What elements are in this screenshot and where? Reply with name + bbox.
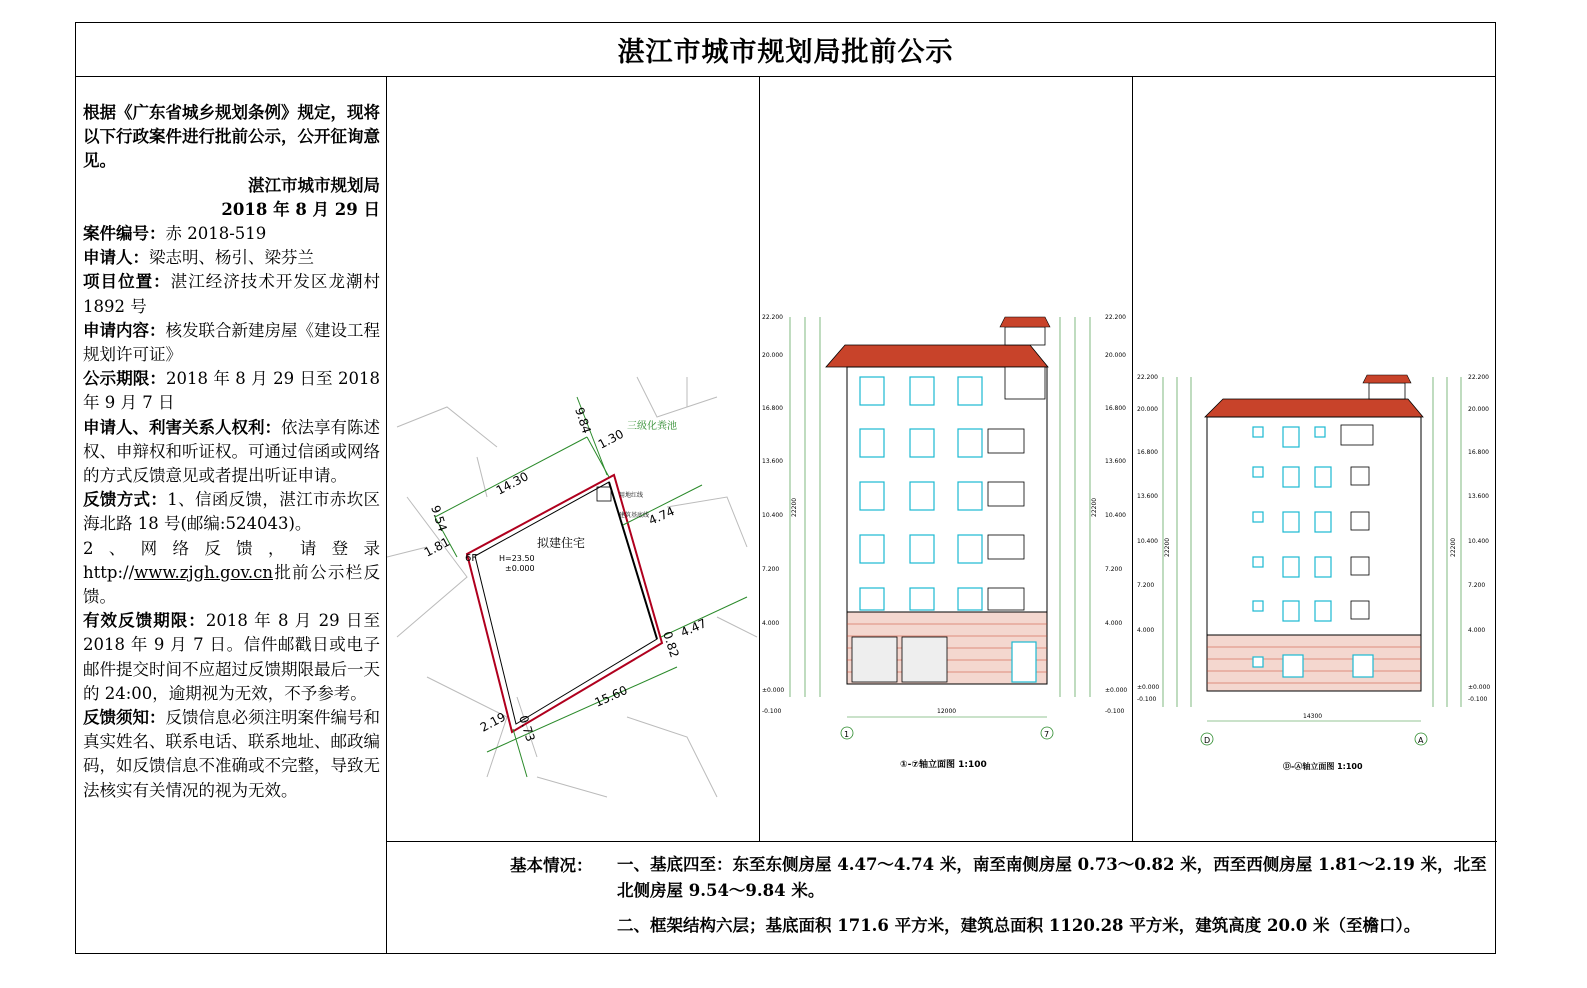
case-number-value: 赤 2018-519 bbox=[165, 224, 267, 244]
elev1-caption: ①-⑦轴立面图 1:100 bbox=[900, 760, 987, 770]
issue-date: 2018 年 8 月 29 日 bbox=[221, 199, 380, 219]
level-left-2: 16.800 bbox=[1137, 449, 1158, 456]
applicant-label: 申请人： bbox=[83, 248, 149, 268]
rights-value: 依法享有陈述权、申辩权和听证权。可通过信函或网络的方式反馈意见或者提出听证申请。 bbox=[83, 417, 380, 486]
page-title: 湛江市城市规划局批前公示 bbox=[76, 23, 1495, 77]
dim-south-2: 0.82 bbox=[660, 629, 682, 660]
feedback-label: 反馈方式： bbox=[83, 490, 168, 510]
location-value: 湛江经济技术开发区龙潮村 1892 号 bbox=[83, 272, 380, 316]
level-right-0: 22.200 bbox=[1105, 314, 1126, 321]
legend-redline: 用地红线 bbox=[619, 492, 644, 499]
elev2-axis-right: A bbox=[1418, 736, 1424, 745]
level-right-5: 7.200 bbox=[1105, 566, 1123, 573]
level-left-7: ±0.000 bbox=[1137, 684, 1160, 691]
applicant bbox=[83, 246, 380, 270]
deadline bbox=[83, 609, 380, 706]
building-label: 拟建住宅 bbox=[537, 536, 586, 550]
period-label: 公示期限： bbox=[83, 369, 167, 389]
intro-text bbox=[83, 101, 380, 174]
level-left-7: ±0.000 bbox=[762, 687, 785, 694]
dim-north-gap: 1.30 bbox=[595, 426, 626, 452]
notice-frame bbox=[75, 22, 1496, 954]
level-right-1: 20.000 bbox=[1105, 352, 1126, 359]
elev1-axis-left: 1 bbox=[844, 730, 850, 739]
level-right-8: -0.100 bbox=[1105, 708, 1125, 715]
level-left-6: 4.000 bbox=[1137, 627, 1155, 634]
dim-east-2: 4.47 bbox=[678, 616, 709, 640]
level-right-2: 16.800 bbox=[1468, 449, 1489, 456]
elev2-caption: Ⓓ-Ⓐ轴立面图 1:100 bbox=[1283, 762, 1363, 771]
elevation-label: ±0.000 bbox=[505, 564, 535, 573]
dim-west-north: 9.54 bbox=[428, 503, 450, 534]
elevation-1-drawing bbox=[760, 77, 1133, 841]
basic-info bbox=[387, 841, 1497, 953]
elev1-width: 12000 bbox=[937, 708, 957, 715]
elevation-2-drawing bbox=[1133, 77, 1497, 841]
level-right-4: 10.400 bbox=[1468, 538, 1489, 545]
elevation-2-panel bbox=[1133, 77, 1497, 841]
dim-east-1: 4.74 bbox=[646, 504, 677, 528]
level-left-5: 7.200 bbox=[762, 566, 780, 573]
dim-west-1: 1.81 bbox=[421, 534, 452, 560]
level-left-6: 4.000 bbox=[762, 620, 780, 627]
garage-door-1 bbox=[852, 637, 897, 682]
level-right-3: 13.600 bbox=[1468, 493, 1489, 500]
site-plan-drawing bbox=[387, 77, 760, 841]
level-right-2: 16.800 bbox=[1105, 405, 1126, 412]
level-left-3: 13.600 bbox=[762, 458, 783, 465]
level-left-8: -0.100 bbox=[1137, 696, 1157, 703]
level-left-5: 7.200 bbox=[1137, 582, 1155, 589]
content-value: 核发联合新建房屋《建设工程规划许可证》 bbox=[83, 320, 380, 365]
feedback-online bbox=[83, 537, 380, 610]
roof bbox=[826, 345, 1048, 367]
elev1-total-left: 22200 bbox=[791, 497, 798, 517]
level-right-7: ±0.000 bbox=[1468, 684, 1491, 691]
dim-south-len: 15.60 bbox=[592, 682, 630, 710]
brick-base bbox=[1207, 635, 1421, 691]
issuer: 湛江市城市规划局 bbox=[248, 175, 380, 195]
height-label: H=23.50 bbox=[499, 554, 535, 563]
location bbox=[83, 270, 380, 318]
level-left-3: 13.600 bbox=[1137, 493, 1158, 500]
level-left-8: -0.100 bbox=[762, 708, 782, 715]
dim-south-1: 0.73 bbox=[516, 713, 538, 744]
level-left-4: 10.400 bbox=[1137, 538, 1158, 545]
elev2-axis-left: D bbox=[1204, 736, 1211, 745]
notice-text-column bbox=[76, 77, 387, 953]
level-right-7: ±0.000 bbox=[1105, 687, 1128, 694]
level-right-8: -0.100 bbox=[1468, 696, 1488, 703]
level-right-1: 20.000 bbox=[1468, 406, 1489, 413]
elevation-1-panel bbox=[760, 77, 1133, 841]
dim-north-len: 14.30 bbox=[493, 469, 531, 498]
dim-north-east: 9.84 bbox=[572, 405, 594, 436]
basic-info-line-2: 二、框架结构六层；基底面积 171.6 平方米，建筑总面积 1120.28 平方米，建筑高度 20.0 米（至檐口）。 bbox=[617, 916, 1421, 935]
level-left-2: 16.800 bbox=[762, 405, 783, 412]
garage-door-2 bbox=[902, 637, 947, 682]
content-label: 申请内容： bbox=[83, 320, 166, 340]
level-right-6: 4.000 bbox=[1105, 620, 1123, 627]
rights bbox=[83, 416, 380, 489]
elev1-total-right: 22200 bbox=[1091, 497, 1098, 517]
deadline-value: 2018 年 8 月 29 日至 2018 年 9 月 7 日。信件邮戳日或电子邮件提交时间不应超过反馈期限最后一天的 24:00，逾期视为无效，不予参考。 bbox=[83, 611, 381, 703]
level-right-4: 10.400 bbox=[1105, 512, 1126, 519]
applicant-value: 梁志明、杨引、梁芬兰 bbox=[149, 248, 314, 268]
entry-door bbox=[1012, 642, 1036, 682]
roof bbox=[1205, 399, 1423, 417]
floors-label: 6F bbox=[465, 553, 478, 564]
feedback-online-text: 2、网络反馈，请登录 http:// bbox=[83, 538, 380, 582]
level-left-4: 10.400 bbox=[762, 512, 783, 519]
notes-value: 反馈信息必须注明案件编号和真实姓名、联系电话、联系地址、邮政编码，如反馈信息不准确或不完整，导致无法核实有关情况的视为无效。 bbox=[83, 708, 380, 800]
feedback-letter: 1、信函反馈，湛江市赤坎区海北路 18 号(邮编:524043)。 bbox=[83, 490, 380, 534]
basic-info-label: 基本情况： bbox=[510, 856, 593, 875]
feedback-method bbox=[83, 488, 380, 536]
elev2-width: 14300 bbox=[1303, 713, 1323, 720]
level-right-6: 4.000 bbox=[1468, 627, 1486, 634]
intro: 根据《广东省城乡规划条例》规定，现将以下行政案件进行批前公示，公开征询意见。 bbox=[83, 103, 380, 171]
level-left-1: 20.000 bbox=[1137, 406, 1158, 413]
level-left-1: 20.000 bbox=[762, 352, 783, 359]
level-right-5: 7.200 bbox=[1468, 582, 1486, 589]
level-left-0: 22.200 bbox=[762, 314, 783, 321]
rights-label: 申请人、利害关系人权利： bbox=[83, 417, 281, 437]
level-left-0: 22.200 bbox=[1137, 374, 1158, 381]
notes bbox=[83, 706, 380, 803]
deadline-label: 有效反馈期限： bbox=[83, 611, 206, 631]
case-number-label: 案件编号： bbox=[83, 224, 166, 244]
feedback-online-suffix: 批前公示栏反馈。 bbox=[83, 562, 380, 607]
elev2-total-left: 22200 bbox=[1164, 537, 1171, 557]
period bbox=[83, 367, 380, 415]
dim-west-2: 2.19 bbox=[477, 709, 508, 735]
elev1-axis-right: 7 bbox=[1044, 730, 1050, 739]
period-value: 2018 年 8 月 29 日至 2018 年 9 月 7 日 bbox=[83, 369, 380, 413]
legend-baseline: 建筑基底线 bbox=[619, 512, 650, 519]
case-number bbox=[83, 222, 380, 246]
feedback-url-link[interactable]: www.zjgh.gov.cn bbox=[134, 562, 274, 582]
elev2-total-right: 22200 bbox=[1450, 537, 1457, 557]
location-label: 项目位置： bbox=[83, 272, 171, 292]
site-plan-panel bbox=[387, 77, 760, 841]
basic-info-line-1: 一、基底四至：东至东侧房屋 4.47～4.74 米，南至南侧房屋 0.73～0.82 米，西至西侧房屋 1.81～2.19 米，北至北侧房屋 9.54～9.84 米。 bbox=[617, 855, 1487, 900]
notes-label: 反馈须知： bbox=[83, 708, 166, 728]
content bbox=[83, 319, 380, 367]
septic-label: 三级化粪池 bbox=[627, 421, 677, 432]
level-right-0: 22.200 bbox=[1468, 374, 1489, 381]
level-right-3: 13.600 bbox=[1105, 458, 1126, 465]
